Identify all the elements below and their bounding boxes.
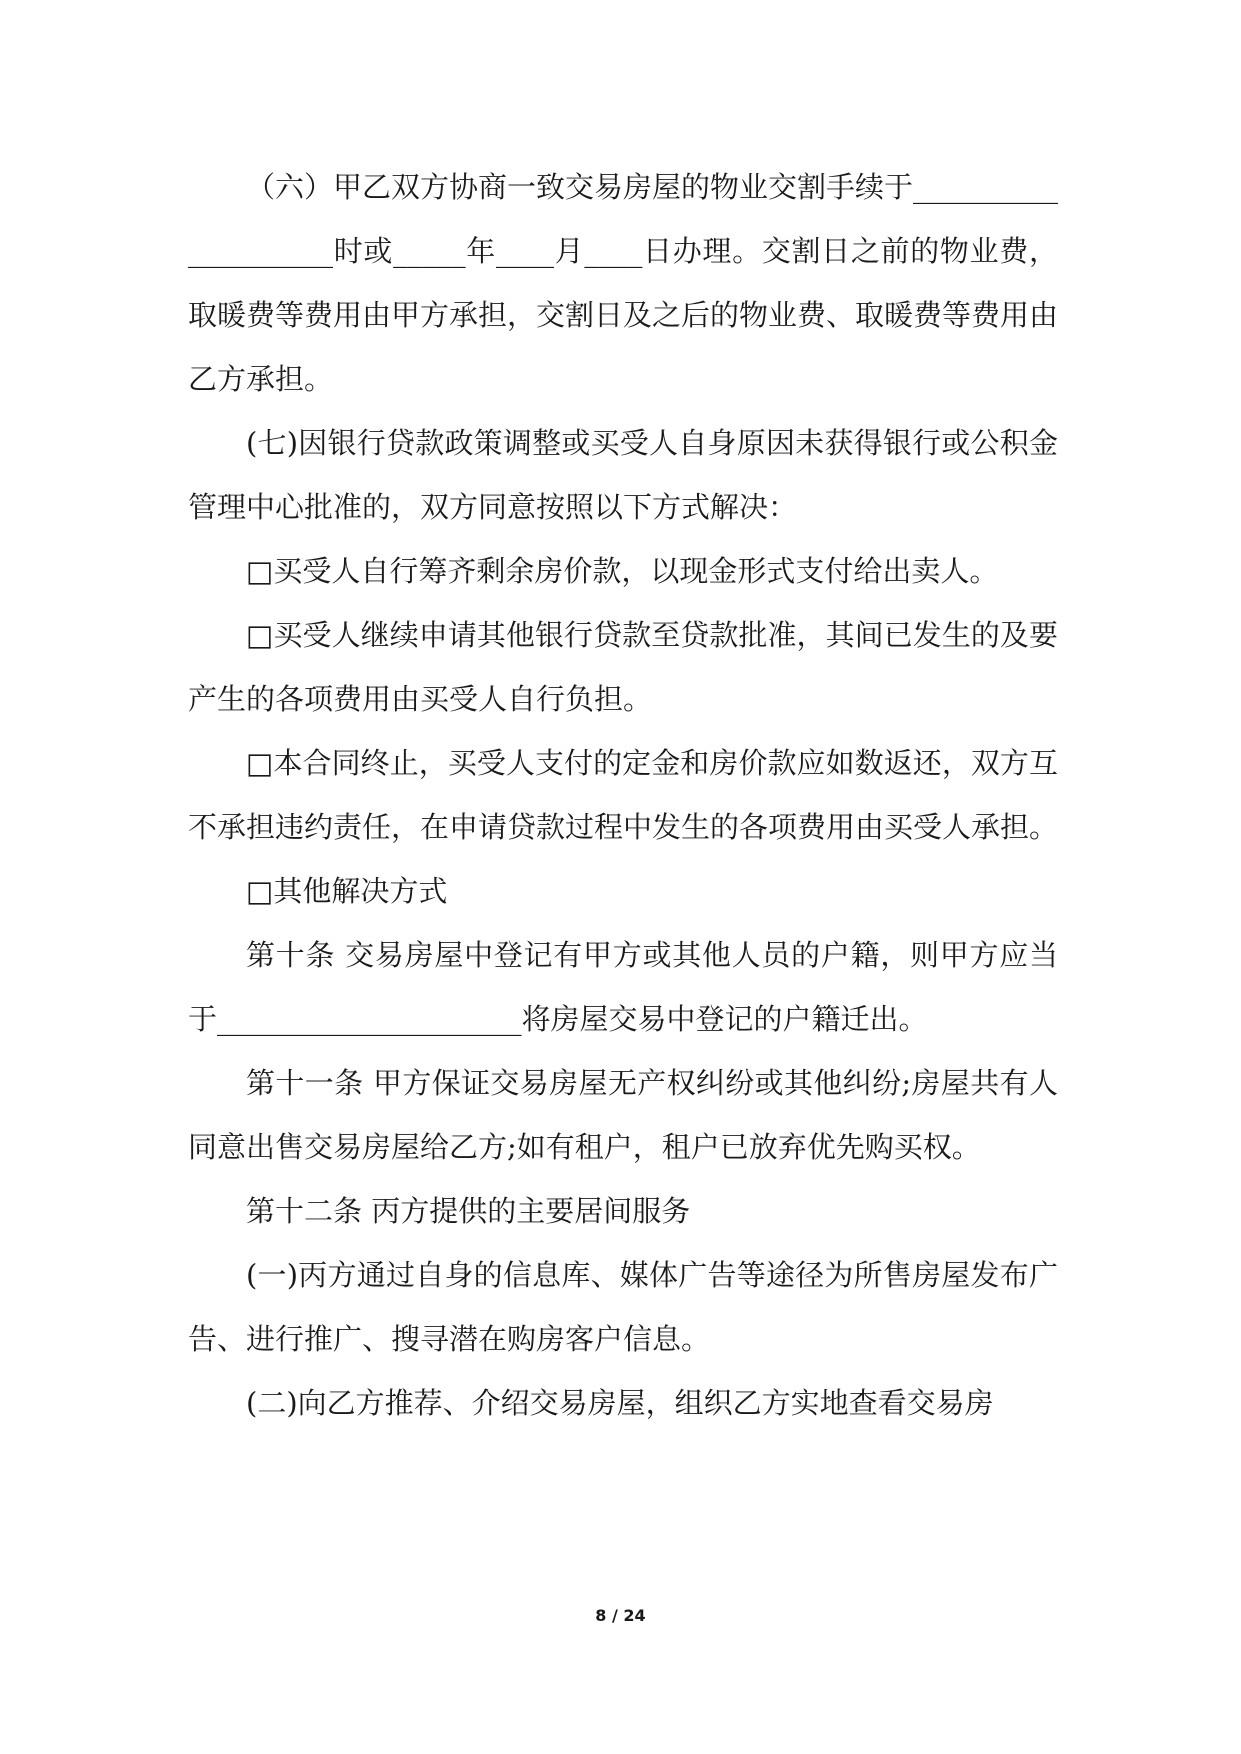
article-12-item-1: (一)丙方通过自身的信息库、媒体广告等途径为所售房屋发布广告、进行推广、搜寻潜在购房客户信息。 bbox=[188, 1258, 1058, 1356]
option-terminate-contract: □本合同终止，买受人支付的定金和房价款应如数返还，双方互不承担违约责任，在申请贷款过程中发生的各项费用由买受人承担。 bbox=[188, 746, 1059, 844]
article-11: 第十一条 甲方保证交易房屋无产权纠纷或其他纠纷;房屋共有人同意出售交易房屋给乙方;如有租户，租户已放弃优先购买权。 bbox=[188, 1066, 1058, 1164]
option-pay-cash: □买受人自行筹齐剩余房价款，以现金形式支付给出卖人。 bbox=[246, 554, 999, 588]
article-12-item-2: (二)向乙方推荐、介绍交易房屋，组织乙方实地查看交易房 bbox=[246, 1386, 994, 1420]
option-other-solution: □其他解决方式 bbox=[246, 874, 448, 908]
article-12-heading: 第十二条 丙方提供的主要居间服务 bbox=[246, 1194, 691, 1228]
option-other-bank-loan: □买受人继续申请其他银行贷款至贷款批准，其间已发生的及要产生的各项费用由买受人自行负担。 bbox=[188, 618, 1058, 716]
paragraph-loan-policy: (七)因银行贷款政策调整或买受人自身原因未获得银行或公积金管理中心批准的，双方同意按照以下方式解决： bbox=[188, 426, 1058, 524]
document-body bbox=[188, 155, 1058, 1435]
article-10: 第十条 交易房屋中登记有甲方或其他人员的户籍，则甲方应当于_____________________将房屋交易中登记的户籍迁出。 bbox=[188, 938, 1058, 1036]
paragraph-property-handover: （六）甲乙双方协商一致交易房屋的物业交割手续于____________________时或_____年____月____日办理。交割日之前的物业费，取暖费等费用由甲方承担，交割日及之后的物业费、取暖费等费用由乙方承担。 bbox=[188, 170, 1059, 396]
page-number: 8 / 24 bbox=[595, 1606, 646, 1625]
